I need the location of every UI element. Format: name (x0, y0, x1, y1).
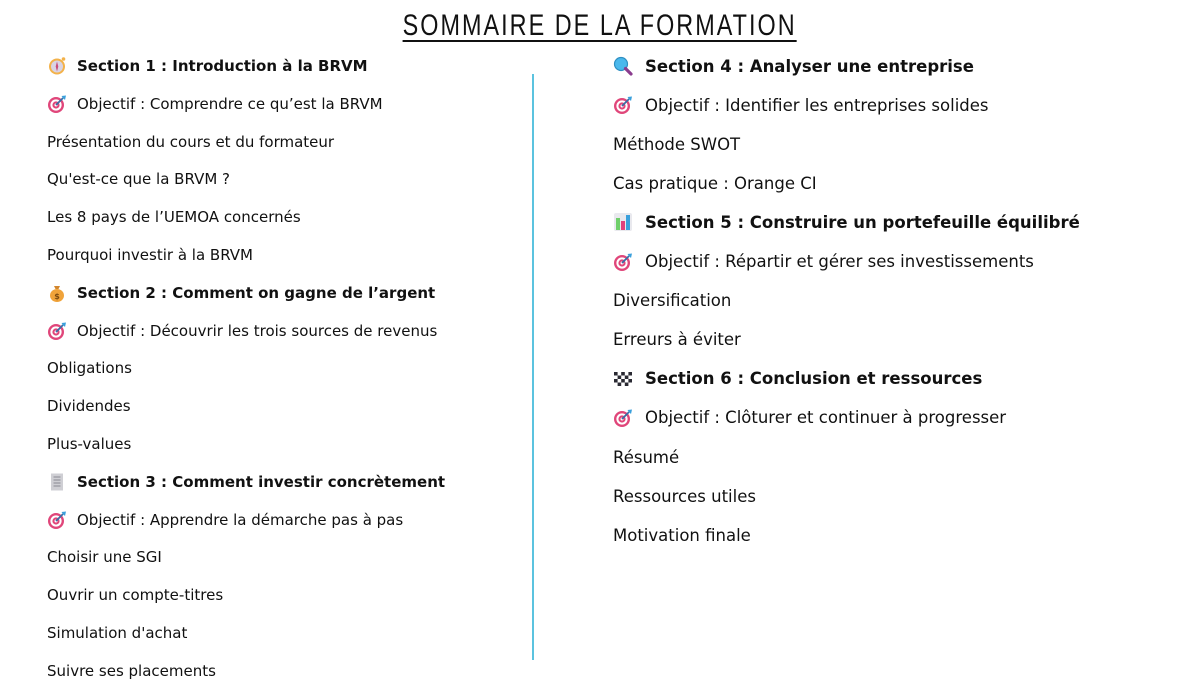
bar-chart-icon (613, 212, 633, 232)
objective-text: Objectif : Comprendre ce qu’est la BRVM (77, 94, 383, 113)
money-bag-icon (47, 283, 67, 303)
list-item (47, 356, 132, 380)
objective-text: Objectif : Identifier les entreprises solides (645, 95, 989, 115)
item-text: Dividendes (47, 397, 131, 416)
section-heading (613, 54, 974, 78)
list-item (47, 167, 230, 191)
list-item (47, 545, 162, 569)
checkered-flag-icon (613, 369, 633, 389)
target-icon (47, 510, 67, 530)
objective-line (47, 319, 437, 343)
item-text: Ressources utiles (613, 486, 756, 506)
section-heading (47, 281, 435, 305)
item-text: Qu'est-ce que la BRVM ? (47, 170, 230, 189)
list-item (613, 328, 741, 352)
objective-text: Objectif : Apprendre la démarche pas à pas (77, 510, 404, 529)
item-text: Diversification (613, 291, 732, 311)
objective-line (47, 92, 383, 116)
objective-line (47, 508, 403, 532)
item-text: Pourquoi investir à la BRVM (47, 246, 254, 264)
objective-line (613, 93, 989, 117)
list-item (613, 171, 817, 195)
section-heading (47, 470, 445, 494)
objective-text: Objectif : Répartir et gérer ses investissements (645, 252, 1034, 271)
list-item (47, 394, 131, 418)
list-item (47, 432, 131, 456)
section-text: Section 6 : Conclusion et ressources (645, 369, 983, 389)
section-text: Section 2 : Comment on gagne de l’argent (77, 283, 436, 302)
compass-icon (47, 56, 67, 76)
item-text: Simulation d'achat (47, 624, 188, 642)
list-item (613, 132, 740, 156)
column-divider (532, 74, 534, 660)
list-item (613, 289, 731, 313)
page-title-wrapper (0, 8, 1200, 48)
item-text: Résumé (613, 447, 680, 467)
item-text: Suivre ses placements (47, 661, 216, 680)
page-title: SOMMAIRE DE LA FORMATION (402, 9, 798, 42)
section-text: Section 1 : Introduction à la BRVM (77, 57, 368, 75)
receipt-icon (47, 472, 67, 492)
section-heading (613, 367, 982, 391)
section-text: Section 4 : Analyser une entreprise (645, 56, 974, 76)
item-text: Plus-values (47, 435, 132, 453)
section-text: Section 3 : Comment investir concrètement (77, 472, 446, 491)
list-item (613, 445, 679, 469)
target-icon (47, 94, 67, 114)
section-heading (47, 54, 368, 78)
list-item (47, 659, 216, 683)
target-icon (613, 408, 633, 428)
list-item (47, 583, 223, 607)
item-text: Choisir une SGI (47, 548, 162, 567)
list-item (47, 621, 187, 645)
objective-line (613, 250, 1034, 274)
objective-text: Objectif : Clôturer et continuer à progresser (645, 408, 1007, 428)
list-item (47, 243, 253, 267)
item-text: Méthode SWOT (613, 134, 741, 154)
item-text: Les 8 pays de l’UEMOA concernés (47, 208, 301, 227)
item-text: Motivation finale (613, 525, 751, 545)
svg-text:$: $ (54, 291, 60, 301)
list-item (47, 205, 301, 229)
target-icon (613, 252, 633, 272)
objective-line (613, 406, 1006, 430)
list-item (613, 523, 751, 547)
target-icon (613, 95, 633, 115)
section-heading (613, 210, 1080, 234)
item-text: Erreurs à éviter (613, 330, 741, 350)
list-item (613, 484, 756, 508)
section-text: Section 5 : Construire un portefeuille équilibré (645, 212, 1080, 232)
item-text: Cas pratique : Orange CI (613, 173, 817, 193)
objective-text: Objectif : Découvrir les trois sources de revenus (77, 321, 438, 340)
magnifier-icon (613, 56, 633, 76)
target-icon (47, 321, 67, 341)
list-item (47, 130, 334, 154)
item-text: Présentation du cours et du formateur (47, 132, 335, 151)
item-text: Ouvrir un compte-titres (47, 586, 224, 605)
item-text: Obligations (47, 359, 132, 378)
